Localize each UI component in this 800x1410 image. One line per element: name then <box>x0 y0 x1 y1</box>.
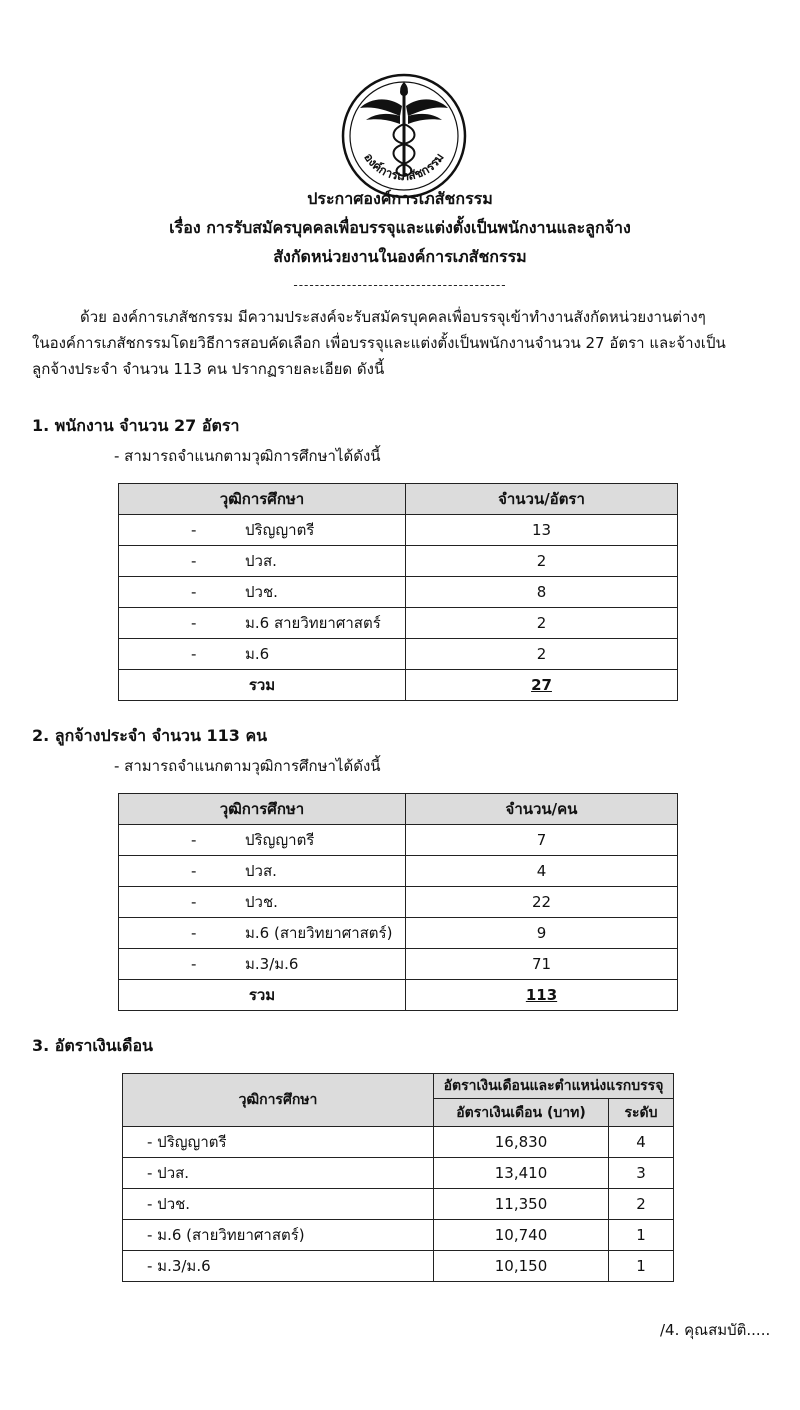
table-row <box>123 1158 674 1189</box>
table-row <box>119 515 678 546</box>
table-row <box>119 856 678 887</box>
table-row <box>119 639 678 670</box>
continuation-note: /4. คุณสมบัติ..... <box>660 1321 771 1339</box>
logo-text <box>340 72 468 200</box>
salary-value: 16,830 <box>434 1127 609 1158</box>
table-row <box>119 825 678 856</box>
salary-table <box>122 1073 674 1282</box>
bullet: - <box>191 583 197 601</box>
header-divider: ---------------------------------------- <box>293 278 507 292</box>
salary-value: 11,350 <box>434 1189 609 1220</box>
announcement-subject: เรื่อง การรับสมัครบุคคลเพื่อบรรจุและแต่งตั้งเป็นพนักงานและลูกจ้าง <box>169 218 631 237</box>
table-total-row <box>119 670 678 701</box>
section-2-title: 2. ลูกจ้างประจำ จำนวน 113 คน <box>32 726 268 745</box>
bullet: - <box>191 831 197 849</box>
education-level: - ม.3/ม.6 <box>123 1251 434 1282</box>
level-value: 2 <box>609 1189 674 1220</box>
section-1-title: 1. พนักงาน จำนวน 27 อัตรา <box>32 416 240 435</box>
count-value: 8 <box>406 577 678 608</box>
salary-value: 10,740 <box>434 1220 609 1251</box>
count-value: 2 <box>406 608 678 639</box>
count-value: 7 <box>406 825 678 856</box>
education-level: ปริญญาตรี <box>245 831 315 849</box>
salary-value: 10,150 <box>434 1251 609 1282</box>
column-header-level: ระดับ <box>609 1099 674 1127</box>
permanent-staff-education-table <box>118 793 678 1011</box>
announcement-title: ประกาศองค์การเภสัชกรรม <box>307 189 493 208</box>
employee-education-table <box>118 483 678 701</box>
table-row <box>123 1189 674 1220</box>
column-header-salary: อัตราเงินเดือน (บาท) <box>434 1099 609 1127</box>
total-value: 27 <box>406 670 678 701</box>
education-level: ปริญญาตรี <box>245 521 315 539</box>
education-level: ปวส. <box>245 862 277 880</box>
total-label: รวม <box>119 980 406 1011</box>
table-row <box>123 1251 674 1282</box>
bullet: - <box>191 893 197 911</box>
education-level: - ปริญญาตรี <box>123 1127 434 1158</box>
count-value: 9 <box>406 918 678 949</box>
bullet: - <box>191 924 197 942</box>
announcement-affiliation: สังกัดหน่วยงานในองค์การเภสัชกรรม <box>273 247 527 266</box>
table-row <box>123 1220 674 1251</box>
education-level: - ปวส. <box>123 1158 434 1189</box>
bullet: - <box>191 614 197 632</box>
level-value: 4 <box>609 1127 674 1158</box>
intro-line-1: ด้วย องค์การเภสัชกรรม มีความประสงค์จะรับสมัครบุคคลเพื่อบรรจุเข้าทำงานสังกัดหน่วยงานต่างๆ <box>80 308 706 326</box>
bullet: - <box>191 645 197 663</box>
intro-line-2: ในองค์การเภสัชกรรมโดยวิธีการสอบคัดเลือก เพื่อบรรจุและแต่งตั้งเป็นพนักงานจำนวน 27 อัตรา และจ้างเป็น <box>32 334 726 352</box>
column-header-education: วุฒิการศึกษา <box>119 484 406 515</box>
intro-paragraph <box>32 304 788 382</box>
intro-line-3: ลูกจ้างประจำ จำนวน 113 คน ปรากฏรายละเอียด ดังนี้ <box>32 360 385 378</box>
level-value: 1 <box>609 1251 674 1282</box>
education-level: - ม.6 (สายวิทยาศาสตร์) <box>123 1220 434 1251</box>
table-row <box>119 918 678 949</box>
column-header-count: จำนวน/อัตรา <box>406 484 678 515</box>
education-level: ปวช. <box>245 583 278 601</box>
count-value: 71 <box>406 949 678 980</box>
column-header-education: วุฒิการศึกษา <box>123 1074 434 1127</box>
bullet: - <box>191 552 197 570</box>
table-row <box>123 1127 674 1158</box>
table-total-row <box>119 980 678 1011</box>
section-3-title: 3. อัตราเงินเดือน <box>32 1036 153 1055</box>
table-row <box>119 546 678 577</box>
count-value: 2 <box>406 639 678 670</box>
table-row <box>119 577 678 608</box>
table-row <box>119 887 678 918</box>
bullet: - <box>191 521 197 539</box>
education-level: ปวส. <box>245 552 277 570</box>
table-row <box>119 608 678 639</box>
education-level: ม.3/ม.6 <box>245 955 299 973</box>
total-label: รวม <box>119 670 406 701</box>
salary-value: 13,410 <box>434 1158 609 1189</box>
education-level: ปวช. <box>245 893 278 911</box>
count-value: 22 <box>406 887 678 918</box>
level-value: 1 <box>609 1220 674 1251</box>
bullet: - <box>191 955 197 973</box>
table-row <box>119 949 678 980</box>
column-header-count: จำนวน/คน <box>406 794 678 825</box>
column-header-education: วุฒิการศึกษา <box>119 794 406 825</box>
column-group-header-salary: อัตราเงินเดือนและตำแหน่งแรกบรรจุ <box>434 1074 674 1099</box>
count-value: 2 <box>406 546 678 577</box>
section-2-subtitle: - สามารถจำแนกตามวุฒิการศึกษาได้ดังนี้ <box>114 757 381 775</box>
total-value: 113 <box>406 980 678 1011</box>
education-level: ม.6 สายวิทยาศาสตร์ <box>245 614 381 632</box>
education-level: ม.6 <box>245 645 270 663</box>
education-level: ม.6 (สายวิทยาศาสตร์) <box>245 924 393 942</box>
count-value: 4 <box>406 856 678 887</box>
bullet: - <box>191 862 197 880</box>
svg-text:องค์การเภสัชกรรม: องค์การเภสัชกรรม <box>361 150 447 184</box>
section-1-subtitle: - สามารถจำแนกตามวุฒิการศึกษาได้ดังนี้ <box>114 447 381 465</box>
level-value: 3 <box>609 1158 674 1189</box>
education-level: - ปวช. <box>123 1189 434 1220</box>
count-value: 13 <box>406 515 678 546</box>
